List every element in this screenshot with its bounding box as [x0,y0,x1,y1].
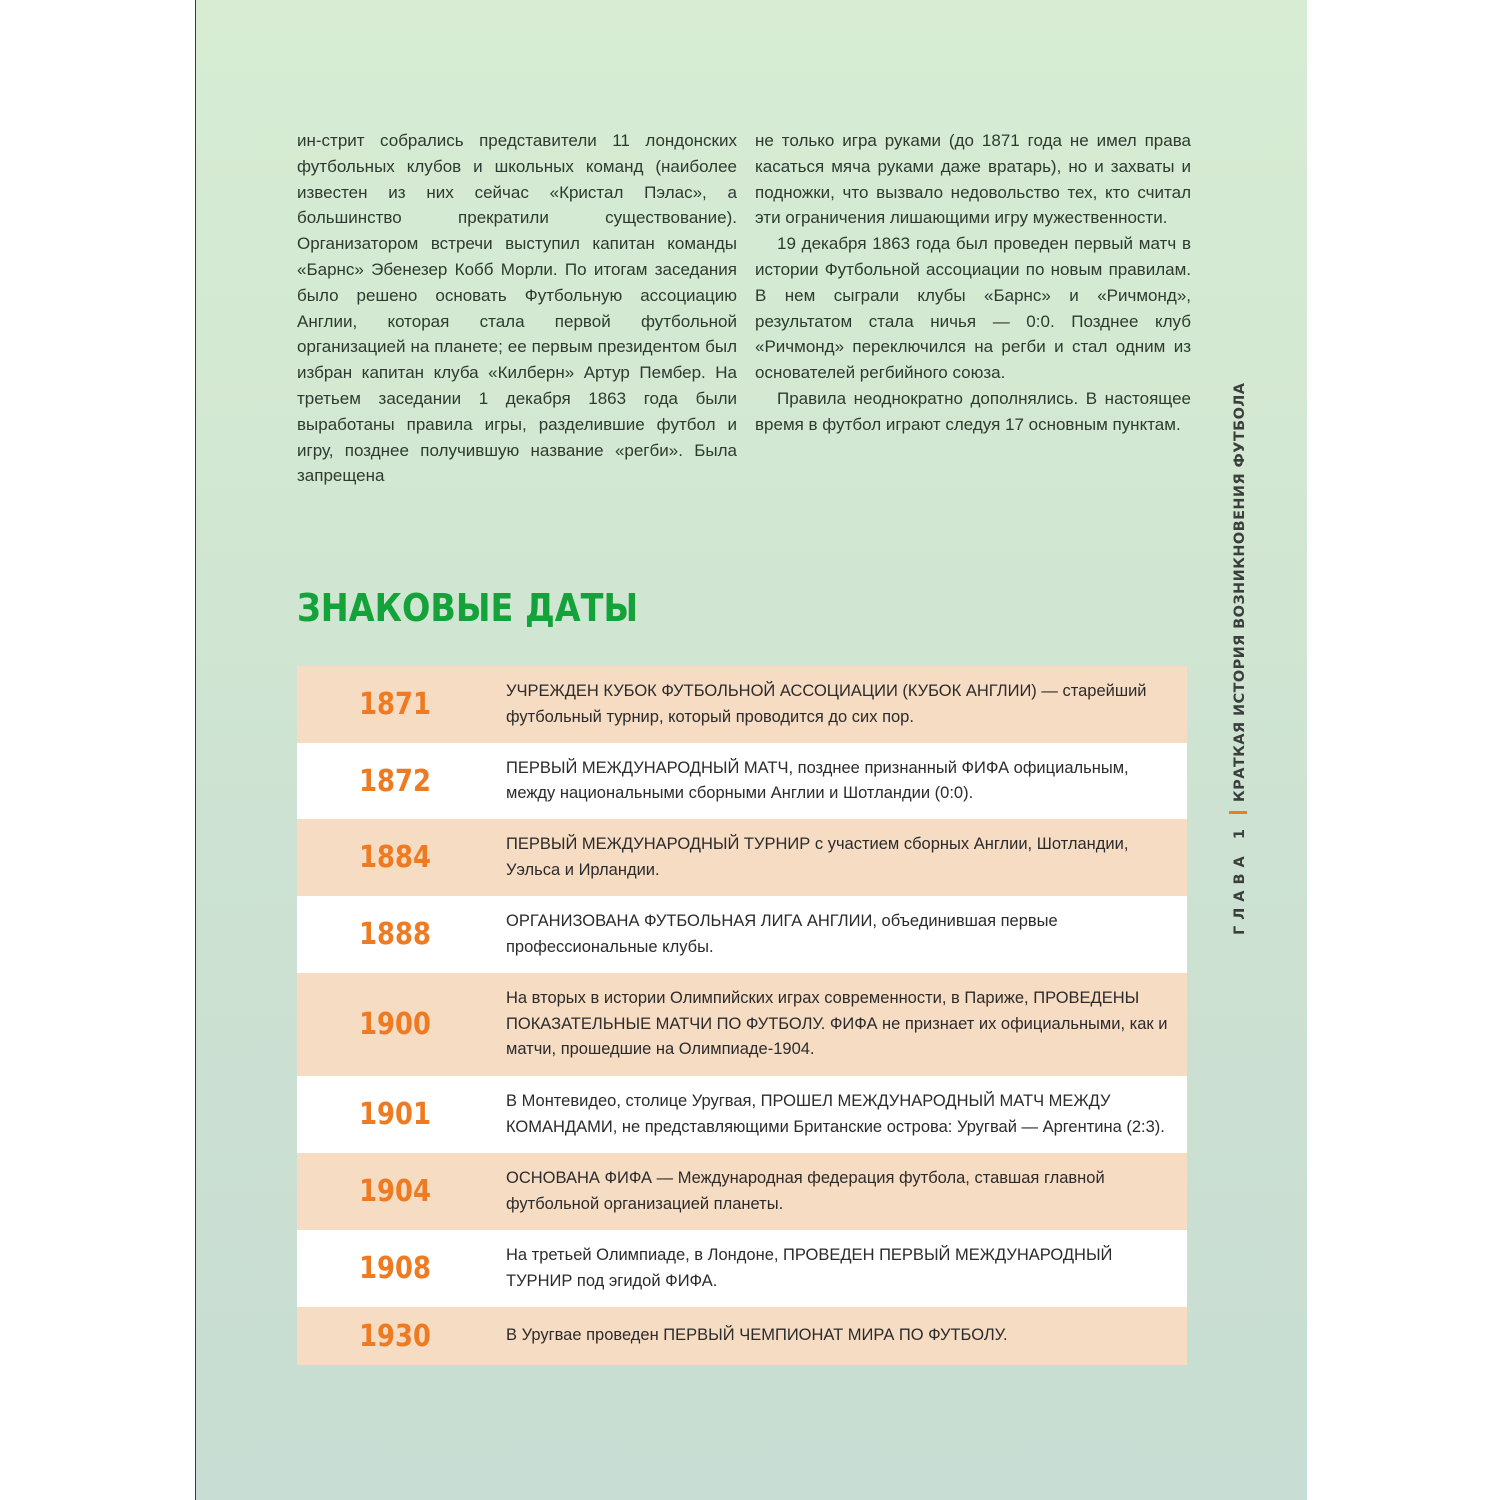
timeline-year: 1884 [359,840,431,875]
intro-right-paragraph: 19 декабря 1863 года был проведен первый матч в истории Футбольной ассоциации по новым правилам. В нем сыграли клубы «Барнс» и «Ричмонд», результатом стала ничья — 0:0. Позднее клуб «Ричмонд» переключился на регби и стал одним из основателей регбийного союза. [755,234,1191,383]
timeline-year: 1871 [359,687,431,722]
timeline-text: На третьей Олимпиаде, в Лондоне, ПРОВЕДЕН ПЕРВЫЙ МЕЖДУНАРОДНЫЙ ТУРНИР под эгидой ФИФА. [506,1246,1113,1290]
timeline-year: 1908 [359,1251,431,1286]
chapter-number: ГЛАВА 1 [1232,823,1248,935]
timeline-year: 1904 [359,1174,431,1209]
chapter-side-label [1229,383,1248,935]
timeline-row [297,1230,1187,1307]
book-page [195,0,1307,1500]
timeline-year: 1901 [359,1097,431,1132]
timeline-text: В Уругвае проведен ПЕРВЫЙ ЧЕМПИОНАТ МИРА ПО ФУТБОЛУ. [506,1326,1008,1345]
timeline-row [297,666,1187,743]
timeline-year: 1900 [359,1007,431,1042]
timeline-table [297,666,1187,1365]
timeline-year: 1888 [359,917,431,952]
intro-right-paragraph: Правила неоднократно дополнялись. В настоящее время в футбол играют следуя 17 основным пунктам. [755,388,1191,434]
timeline-text: ОСНОВАНА ФИФА — Международная федерация футбола, ставшая главной футбольной организацией планеты. [506,1169,1105,1213]
timeline-year: 1872 [359,763,431,799]
intro-right-column [755,128,1191,438]
timeline-row [297,819,1187,896]
timeline-text: ПЕРВЫЙ МЕЖДУНАРОДНЫЙ МАТЧ, позднее признанный ФИФА официальным, между национальными сборными Англии и Шотландии (0:0). [506,758,1129,802]
timeline-row [297,973,1187,1076]
timeline-text: В Монтевидео, столице Уругвая, ПРОШЕЛ МЕЖДУНАРОДНЫЙ МАТЧ МЕЖДУ КОМАНДАМИ, не представляющими Британские острова: Уругвай — Аргентина (2:3). [506,1092,1165,1136]
timeline-row [297,743,1187,819]
timeline-row [297,1153,1187,1230]
timeline-year: 1930 [359,1318,431,1354]
timeline-text: ОРГАНИЗОВАНА ФУТБОЛЬНАЯ ЛИГА АНГЛИИ, объединившая первые профессиональные клубы. [506,912,1058,956]
timeline-row [297,1076,1187,1153]
chapter-divider [1229,811,1247,814]
intro-left-paragraph: ин-стрит собрались представители 11 лондонских футбольных клубов и школьных команд (наиболее известен из них сейчас «Кристал Пэлас», а большинство прекратили существование). Организатором встречи выступил капитан команды «Барнс» Эбенезер Кобб Морли. По итогам заседания было решено основать Футбольную ассоциацию Англии, которая стала первой футбольной организацией на планете; ее первым президентом был избран капитан клуба «Килберн» Артур Пембер. На третьем заседании 1 декабря 1863 года были выработаны правила игры, разделившие футбол и игру, позднее получившую название «регби». Была запрещена [297,131,737,486]
timeline-text: ПЕРВЫЙ МЕЖДУНАРОДНЫЙ ТУРНИР с участием сборных Англии, Шотландии, Уэльса и Ирландии. [506,835,1129,879]
timeline-row [297,896,1187,973]
intro-left-column [297,128,737,489]
chapter-title: КРАТКАЯ ИСТОРИЯ ВОЗНИКНОВЕНИЯ ФУТБОЛА [1232,382,1248,803]
timeline-row [297,1307,1187,1365]
timeline-text: На вторых в истории Олимпийских играх современности, в Париже, ПРОВЕДЕНЫ ПОКАЗАТЕЛЬНЫЕ МАТЧИ ПО ФУТБОЛУ. ФИФА не признает их официальными, как и матчи, прошедшие на Олимпиаде-1904. [506,989,1168,1059]
timeline-text: УЧРЕЖДЕН КУБОК ФУТБОЛЬНОЙ АССОЦИАЦИИ (КУБОК АНГЛИИ) — старейший футбольный турнир, который проводится до сих пор. [506,682,1147,726]
section-title: ЗНАКОВЫЕ ДАТЫ [297,586,639,630]
intro-right-paragraph: не только игра руками (до 1871 года не имел права касаться мяча руками даже вратарь), но и захваты и подножки, что вызвало недовольство тех, кто считал эти ограничения лишающими игру мужественности. [755,131,1191,228]
